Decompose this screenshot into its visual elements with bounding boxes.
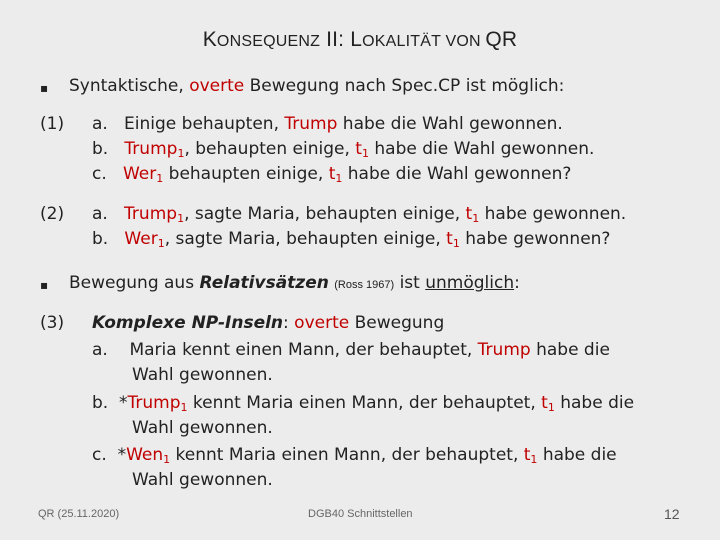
bullet-1-text: Syntaktische, overte Bewegung nach Spec.CP ist möglich: bbox=[69, 76, 565, 96]
example-3-number: (3) bbox=[40, 313, 65, 333]
page-number: 12 bbox=[664, 506, 680, 522]
example-2-number: (2) bbox=[40, 204, 65, 224]
example-3b-continuation: Wahl gewonnen. bbox=[132, 418, 273, 438]
example-1c: c. Wer$_1$ behaupten einige, $t_1$ habe die Wahl gewonnen? bbox=[92, 164, 572, 185]
example-2a: a. Trump$_1$, sagte Maria, behaupten einige, $t_1$ habe gewonnen. bbox=[92, 204, 627, 225]
bullet-2-text: Bewegung aus Relativsätzen (Ross 1967) ist unmöglich: bbox=[69, 273, 520, 293]
bullet-square-icon: ▪ bbox=[40, 278, 49, 292]
bullet-square-icon: ▪ bbox=[40, 81, 49, 95]
example-3-heading: Komplexe NP-Inseln: overte Bewegung bbox=[92, 313, 445, 333]
example-3c-continuation: Wahl gewonnen. bbox=[132, 470, 273, 490]
example-3b: b. *Trump$_1$ kennt Maria einen Mann, der behauptet, $t_1$ habe die bbox=[92, 393, 635, 414]
example-3c: c. *Wen$_1$ kennt Maria einen Mann, der behauptet, $t_1$ habe die bbox=[92, 445, 617, 466]
example-3a: a. Maria kennt einen Mann, der behauptet, Trump habe die bbox=[92, 340, 610, 360]
example-1-number: (1) bbox=[40, 114, 65, 134]
footer-center: DGB40 Schnittstellen bbox=[308, 508, 413, 520]
example-2b: b. Wer$_1$, sagte Maria, behaupten einige, $t_1$ habe gewonnen? bbox=[92, 229, 611, 250]
example-1a: a. Einige behaupten, Trump habe die Wahl gewonnen. bbox=[92, 114, 563, 134]
slide-title: KONSEQUENZ II: LOKALITÄT VON QR bbox=[202, 28, 518, 51]
footer-left: QR (25.11.2020) bbox=[38, 508, 120, 520]
example-3a-continuation: Wahl gewonnen. bbox=[132, 365, 273, 385]
example-1b: b. Trump$_1$, behaupten einige, $t_1$ habe die Wahl gewonnen. bbox=[92, 139, 595, 160]
